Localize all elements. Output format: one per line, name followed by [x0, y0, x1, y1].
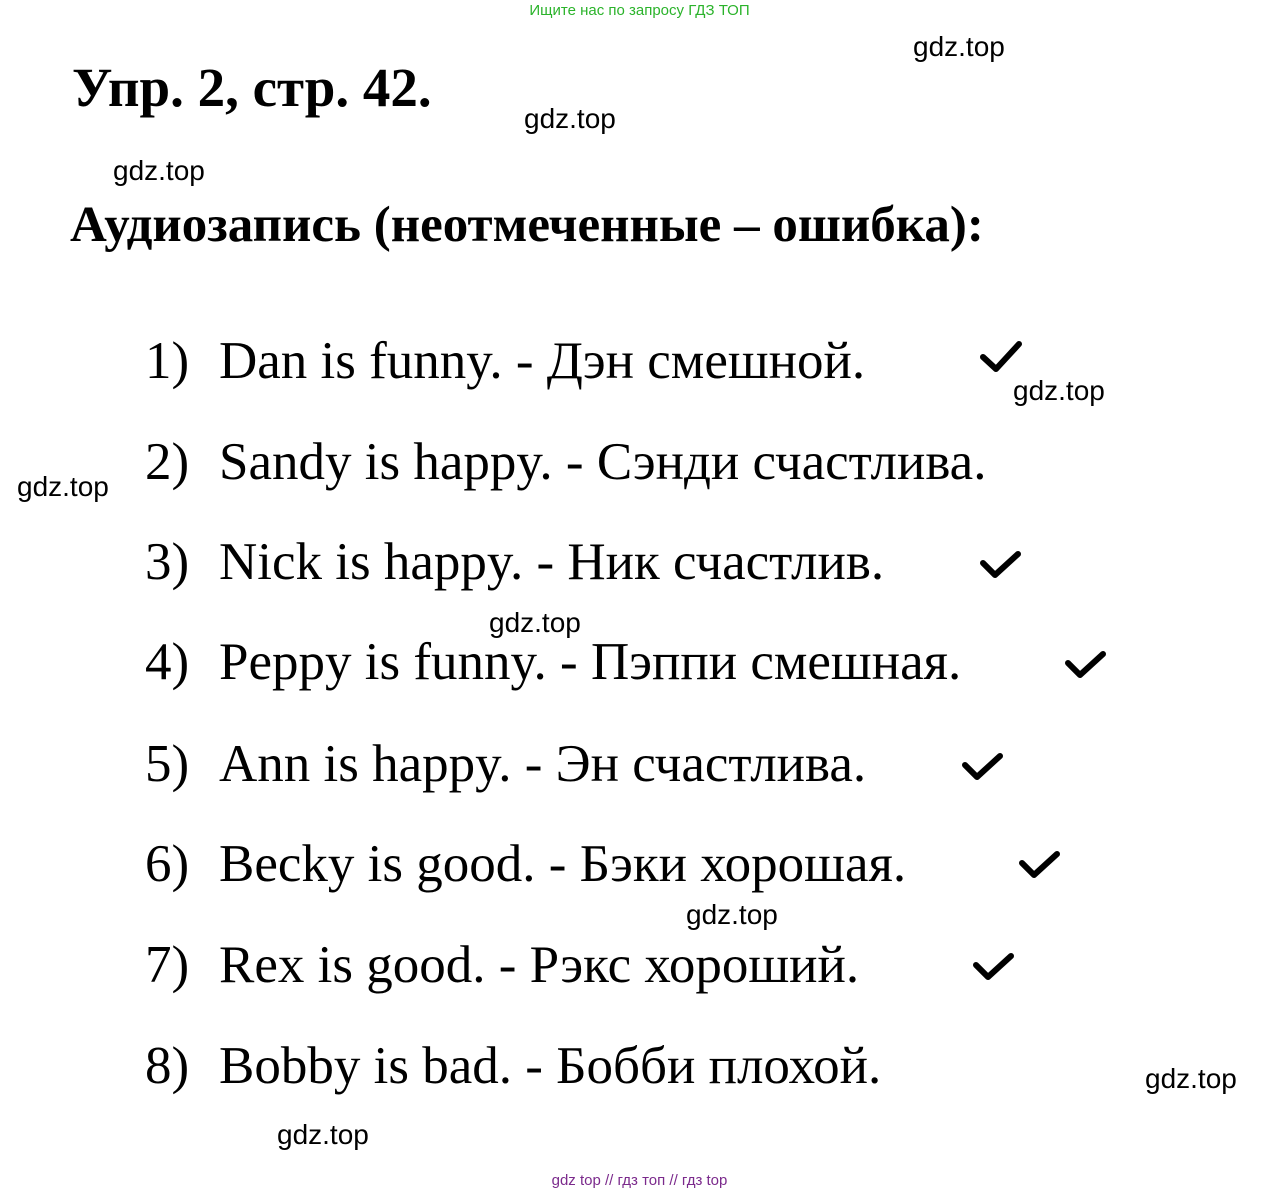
footer-links[interactable]: gdz top // гдз топ // гдз top [551, 1172, 728, 1189]
checkmark-icon [973, 950, 1015, 984]
list-item [145, 1037, 882, 1100]
watermark: gdz.top [113, 155, 205, 186]
checkmark-icon [1019, 848, 1061, 882]
item-text: Peppy is funny. - Пэппи смешная. [219, 633, 962, 691]
watermark: gdz.top [277, 1119, 369, 1150]
list-item [145, 633, 962, 696]
item-number: 4) [145, 633, 190, 691]
watermark: gdz.top [1145, 1063, 1237, 1094]
list-item [145, 533, 885, 596]
checkmark-icon [980, 340, 1022, 374]
checkmark-icon [980, 548, 1022, 582]
watermark: gdz.top [1013, 375, 1105, 406]
item-text: Rex is good. - Рэкс хороший. [219, 936, 860, 994]
exercise-title: Упр. 2, стр. 42. [72, 57, 432, 118]
checkmark-icon [1065, 648, 1107, 682]
watermark: gdz.top [686, 899, 778, 930]
item-text: Dan is funny. - Дэн смешной. [219, 332, 866, 390]
item-number: 3) [145, 533, 190, 591]
item-number: 7) [145, 936, 190, 994]
watermark: gdz.top [913, 31, 1005, 62]
list-item [145, 735, 867, 798]
watermark: gdz.top [17, 471, 109, 502]
list-item [145, 835, 907, 898]
item-number: 5) [145, 735, 190, 793]
list-item [145, 433, 987, 496]
item-text: Becky is good. - Бэки хорошая. [219, 835, 907, 893]
item-text: Ann is happy. - Эн счастлива. [219, 735, 867, 793]
watermark: gdz.top [524, 103, 616, 134]
list-item [145, 936, 860, 999]
search-banner: Ищите нас по запросу ГДЗ ТОП [529, 2, 750, 19]
item-number: 1) [145, 332, 190, 390]
checkmark-icon [962, 750, 1004, 784]
list-item [145, 332, 866, 395]
item-text: Sandy is happy. - Сэнди счастлива. [219, 433, 987, 491]
item-text: Nick is happy. - Ник счастлив. [219, 533, 885, 591]
item-text: Bobby is bad. - Бобби плохой. [219, 1037, 882, 1095]
item-number: 8) [145, 1037, 190, 1095]
section-subtitle: Аудиозапись (неотмеченные – ошибка): [70, 197, 984, 253]
item-number: 6) [145, 835, 190, 893]
item-number: 2) [145, 433, 190, 491]
watermark: gdz.top [489, 607, 581, 638]
